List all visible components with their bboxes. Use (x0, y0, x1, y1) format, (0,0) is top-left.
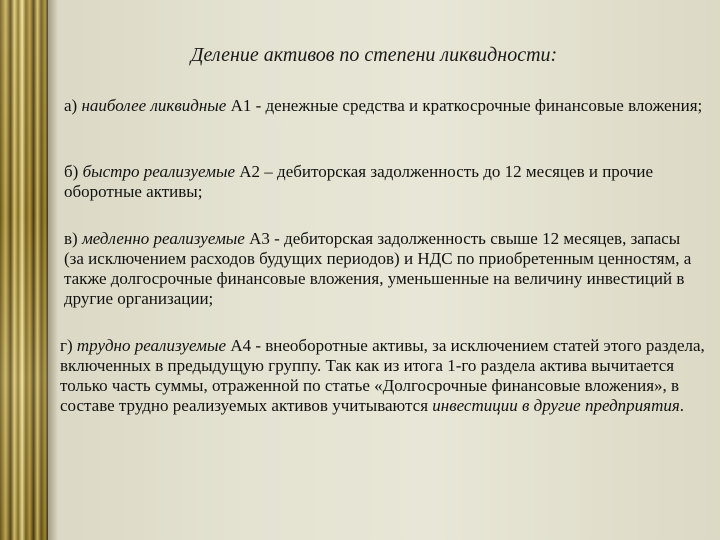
item-g-tail: . (679, 396, 685, 415)
slide-title: Деление активов по степени ликвидности: (190, 44, 558, 66)
item-g-emphasis: инвестиции в другие предприятия (432, 396, 680, 415)
item-v-lead: медленно реализуемые (81, 229, 245, 248)
item-b-text: А2 – дебиторская задолженность до 12 месяцев и прочие оборотные активы; (64, 162, 654, 201)
item-g-text: А4 - внеоборотные активы, за исключением статей этого раздела, включенных в предыдущую группу. Так как из итога 1-го раздела актива вычитается только часть суммы, отраженной по статье «Долгосрочные финансовые вложения», в составе трудно реализуемых активов учитываются (60, 336, 705, 415)
item-a-lead: наиболее ликвидные (81, 96, 227, 115)
item-a-marker: а) (64, 96, 78, 115)
item-v (64, 229, 704, 309)
item-g-marker: г) (60, 336, 73, 355)
item-v-text: А3 - дебиторская задолженность свыше 12 месяцев, запасы (за исключением расходов будущих периодов) и НДС по приобретенным ценностям, а также долгосрочные финансовые вложения, уменьшенные на величину инвестиций в другие организации; (64, 229, 692, 308)
item-b-lead: быстро реализуемые (82, 162, 236, 181)
item-b (64, 162, 704, 202)
item-a (64, 96, 704, 116)
item-b-marker: б) (64, 162, 79, 181)
item-g (60, 336, 706, 416)
strip-shadow (48, 0, 58, 540)
item-v-marker: в) (64, 229, 78, 248)
item-a-text: А1 - денежные средства и краткосрочные финансовые вложения; (230, 96, 703, 115)
decorative-gold-strip (0, 0, 48, 540)
item-g-lead: трудно реализуемые (76, 336, 227, 355)
